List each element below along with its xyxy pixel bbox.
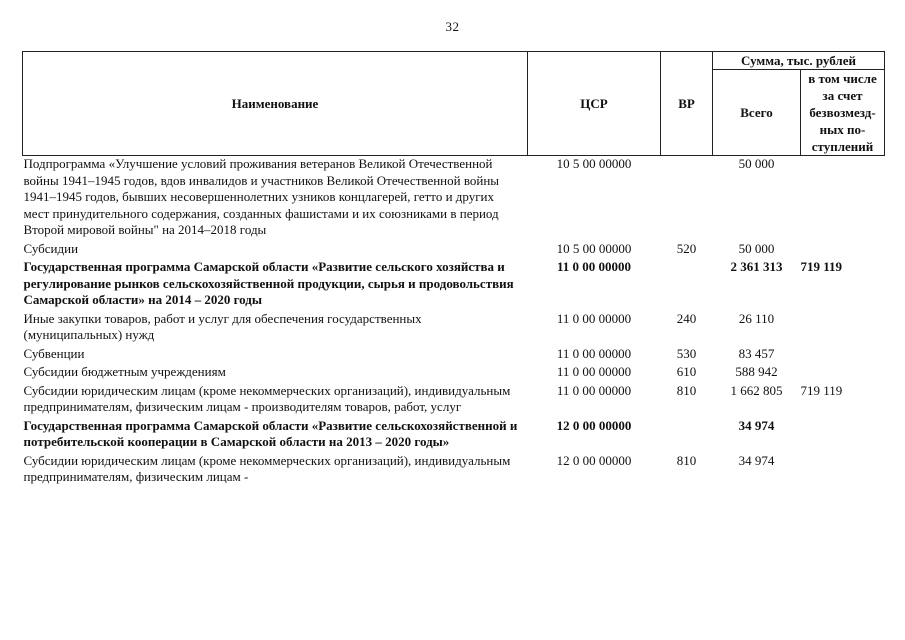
row-grants-cell (801, 453, 885, 488)
row-name-cell: Государственная программа Самарской области «Развитие сельскохозяйственной и потребительской кооперации в Самарской области на 2013 – 2020 годы» (23, 417, 518, 449)
row-total-cell: 2 361 313 (730, 259, 783, 274)
row-vr-cell: 520 (676, 240, 697, 256)
row-total-cell: 83 457 (738, 345, 775, 361)
row-grants-cell (801, 241, 885, 260)
row-name-cell: Субсидии юридическим лицам (кроме некоммерческих организаций), индивидуальным предпринимателям, физическим лицам - (23, 452, 511, 484)
row-vr-cell (661, 156, 713, 241)
row-name-cell: Субсидии (23, 240, 79, 256)
row-grants-cell (801, 156, 885, 241)
row-name-cell: Субсидии юридическим лицам (кроме некоммерческих организаций), индивидуальным предпринимателям, физическим лицам - производителям товаров, работ, услуг (23, 382, 511, 414)
table-row (23, 311, 885, 346)
row-csr-cell: 11 0 00 00000 (556, 364, 632, 379)
table-row (23, 156, 885, 241)
table-row (23, 383, 885, 418)
row-name-cell: Субсидии бюджетным учреждениям (23, 364, 226, 379)
row-grants-cell (801, 364, 885, 383)
row-vr-cell (661, 259, 713, 311)
row-vr-cell: 810 (676, 382, 697, 398)
page-number: 32 (445, 19, 460, 34)
table-row (23, 364, 885, 383)
row-csr-cell: 12 0 00 00000 (556, 452, 632, 468)
table-body (23, 156, 885, 488)
header-csr: ЦСР (528, 52, 661, 156)
row-name-cell: Государственная программа Самарской области «Развитие сельского хозяйства и регулирование рынков сельскохозяйственной продукции, сырья и продовольствия Самарской области» на 2014 – 2020 годы (23, 259, 514, 307)
row-grants-cell: 719 119 (800, 382, 843, 398)
row-csr-cell: 11 0 00 00000 (556, 259, 632, 274)
row-csr-cell: 10 5 00 00000 (556, 240, 632, 256)
row-total-cell: 34 974 (738, 417, 775, 433)
row-vr-cell: 810 (676, 452, 697, 468)
table-row (23, 453, 885, 488)
budget-table (22, 51, 885, 488)
row-vr-cell: 610 (676, 364, 697, 379)
header-total: Всего (713, 70, 801, 156)
row-csr-cell: 11 0 00 00000 (556, 382, 632, 398)
row-total-cell: 50 000 (738, 240, 775, 256)
table-row (23, 346, 885, 365)
table-row (23, 241, 885, 260)
table-header (23, 52, 885, 156)
header-sum-group: Сумма, тыс. рублей (713, 52, 885, 70)
row-csr-cell: 12 0 00 00000 (556, 417, 632, 433)
row-name-cell: Подпрограмма «Улучшение условий проживания ветеранов Великой Отечественной войны 1941–1945 годов, вдов инвалидов и участников Великой Отечественной войны 1941–1945 годов, бывших несовершеннолетних узников концлагерей, гетто и других мест принудительного содержания, созданных фашистами и их союзниками в период Второй мировой войны" на 2014–2018 годы (23, 156, 500, 237)
row-grants-cell (801, 418, 885, 453)
row-total-cell: 588 942 (735, 364, 778, 379)
row-csr-cell: 11 0 00 00000 (556, 345, 632, 361)
row-total-cell: 50 000 (738, 156, 775, 171)
row-total-cell: 26 110 (738, 310, 775, 326)
row-name-cell: Субвенции (23, 345, 85, 361)
row-vr-cell: 530 (676, 345, 697, 361)
row-name-cell: Иные закупки товаров, работ и услуг для обеспечения государственных (муниципальных) нужд (23, 310, 422, 342)
row-total-cell: 34 974 (738, 452, 775, 468)
row-csr-cell: 11 0 00 00000 (556, 310, 632, 326)
row-vr-cell (661, 418, 713, 453)
row-total-cell: 1 662 805 (730, 382, 783, 398)
row-csr-cell: 10 5 00 00000 (556, 156, 632, 171)
table-row (23, 418, 885, 453)
row-grants-cell (801, 311, 885, 346)
row-grants-cell (801, 346, 885, 365)
header-grants: в том числе за счет безвозмезд-ных по-ступлений (801, 70, 885, 156)
table-row (23, 259, 885, 311)
header-vr: ВР (661, 52, 713, 156)
row-vr-cell: 240 (676, 310, 697, 326)
row-grants-cell: 719 119 (800, 259, 843, 274)
header-name: Наименование (23, 52, 528, 156)
